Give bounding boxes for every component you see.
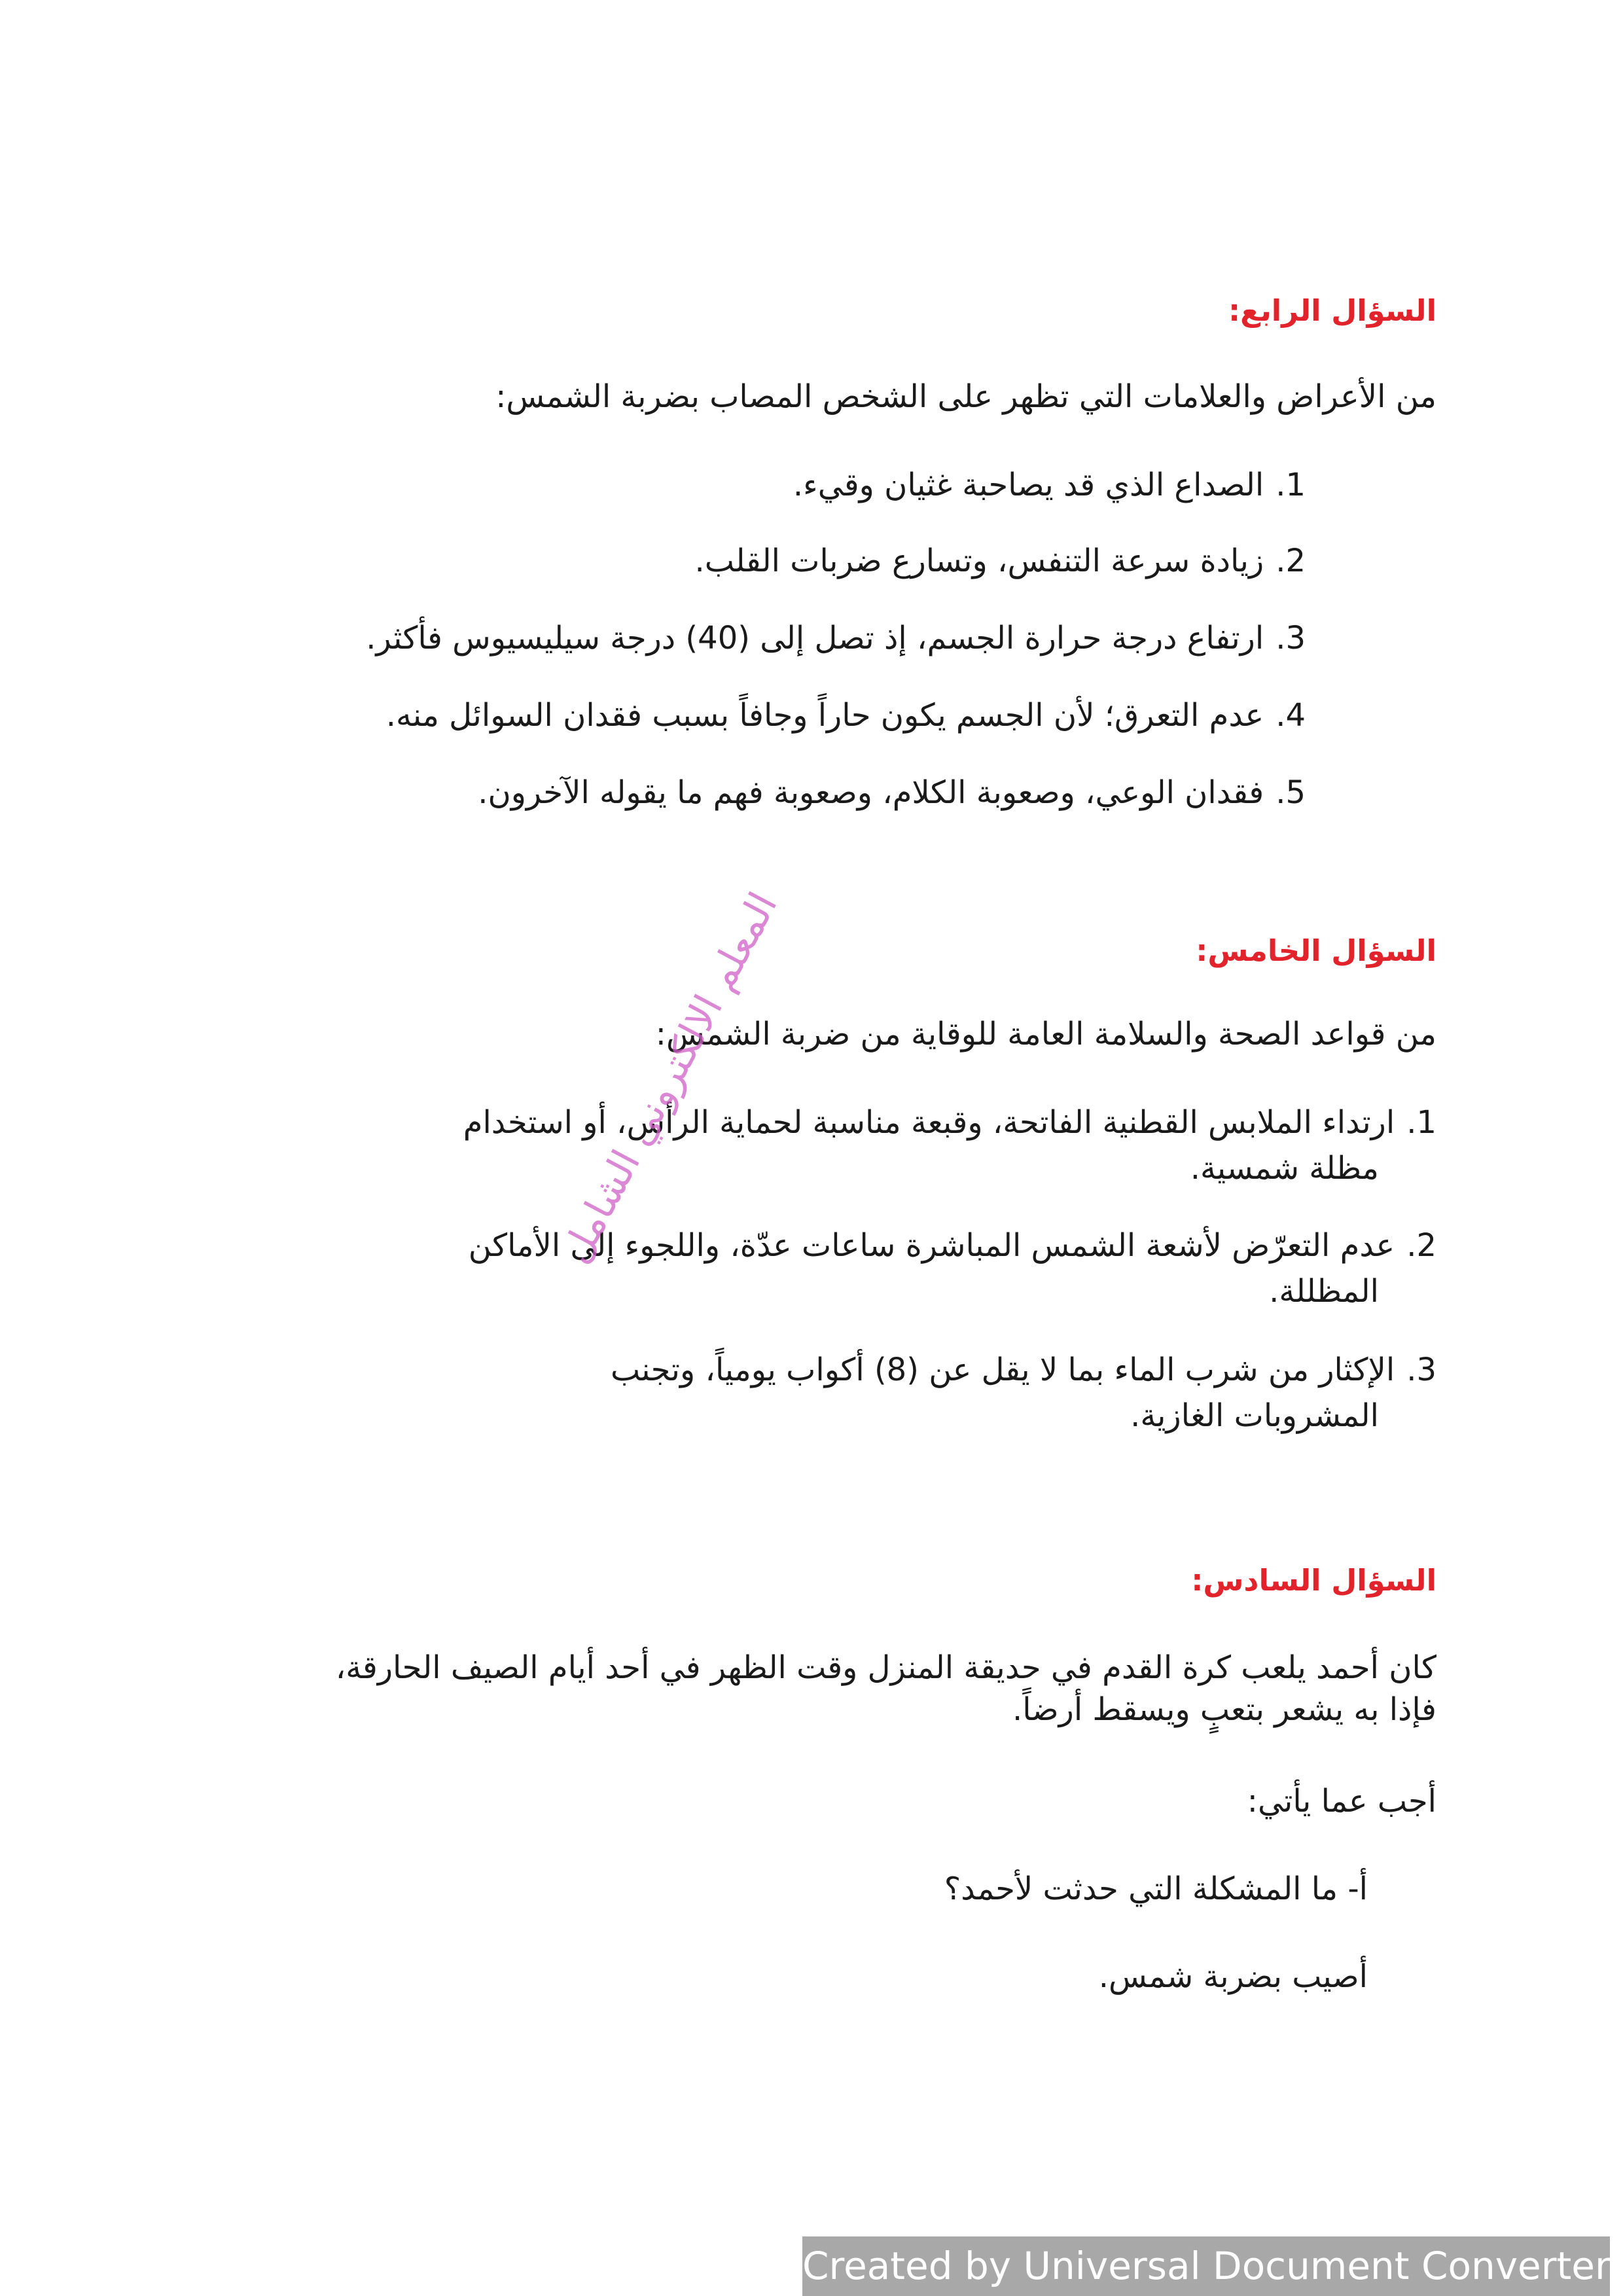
q5-item-2 [187,1223,1436,1314]
item-text: زيادة سرعة التنفس، وتسارع ضربات القلب. [694,543,1264,579]
item-number: 3. [1406,1352,1436,1388]
item-text: عدم التعرق؛ لأن الجسم يكون حاراً وجافاً بسبب فقدان السوائل منه. [385,697,1264,734]
q6-heading: السؤال السادس: [1191,1563,1436,1598]
q6-question-a: أ- ما المشكلة التي حدثت لأحمد؟ [944,1871,1368,1907]
q6-instruction: أجب عما يأتي: [1247,1783,1436,1820]
q4-item-2 [694,538,1306,584]
q4-item-1 [793,462,1306,508]
item-number: 5. [1275,774,1306,811]
item-number: 3. [1275,620,1306,656]
item-text-line2: المظللة. [1269,1273,1379,1310]
item-text-line1: ارتداء الملابس القطنية الفاتحة، وقبعة مناسبة لحماية الرأس، أو استخدام [463,1104,1395,1141]
converter-footer-banner: Created by Universal Document Converter [802,2236,1610,2296]
watermark: المعلم الالكتروني الشامل [552,885,787,1271]
item-number: 1. [1406,1104,1436,1141]
q5-item-1 [187,1100,1436,1191]
item-number: 2. [1275,543,1306,579]
q5-heading: السؤال الخامس: [1196,933,1436,968]
item-text: فقدان الوعي، وصعوبة الكلام، وصعوبة فهم ما يقوله الآخرون. [478,774,1264,811]
item-text: ارتفاع درجة حرارة الجسم، إذ تصل إلى (40) درجة سيليسيوس فأكثر. [366,620,1264,656]
q4-item-5 [478,770,1306,816]
item-text-line2: مظلة شمسية. [1190,1150,1379,1187]
item-number: 4. [1275,697,1306,734]
item-number: 1. [1275,467,1306,503]
q4-item-3 [366,615,1306,661]
item-text: الصداع الذي قد يصاحبة غثيان وقيء. [793,467,1264,503]
item-text-line2: المشروبات الغازية. [1130,1397,1379,1434]
q4-intro: من الأعراض والعلامات التي تظهر على الشخص المصاب بضربة الشمس: [495,378,1436,415]
item-text-line1: الإكثار من شرب الماء بما لا يقل عن (8) أكواب يومياً، وتجنب [611,1352,1395,1388]
q5-intro: من قواعد الصحة والسلامة العامة للوقاية من ضربة الشمس: [655,1016,1436,1052]
q5-item-3 [317,1347,1436,1439]
item-number: 2. [1406,1227,1436,1264]
item-text-line1: عدم التعرّض لأشعة الشمس المباشرة ساعات عدّة، واللجوء إلى الأماكن [468,1227,1395,1264]
q6-answer-a: أصيب بضربة شمس. [1098,1958,1368,1995]
q4-heading: السؤال الرابع: [1228,293,1436,328]
q4-item-4 [386,692,1306,738]
q6-scenario-line1: كان أحمد يلعب كرة القدم في حديقة المنزل وقت الظهر في أحد أيام الصيف الحارقة، [335,1649,1436,1686]
q6-scenario-line2: فإذا به يشعر بتعبٍ ويسقط أرضاً. [1012,1691,1436,1728]
